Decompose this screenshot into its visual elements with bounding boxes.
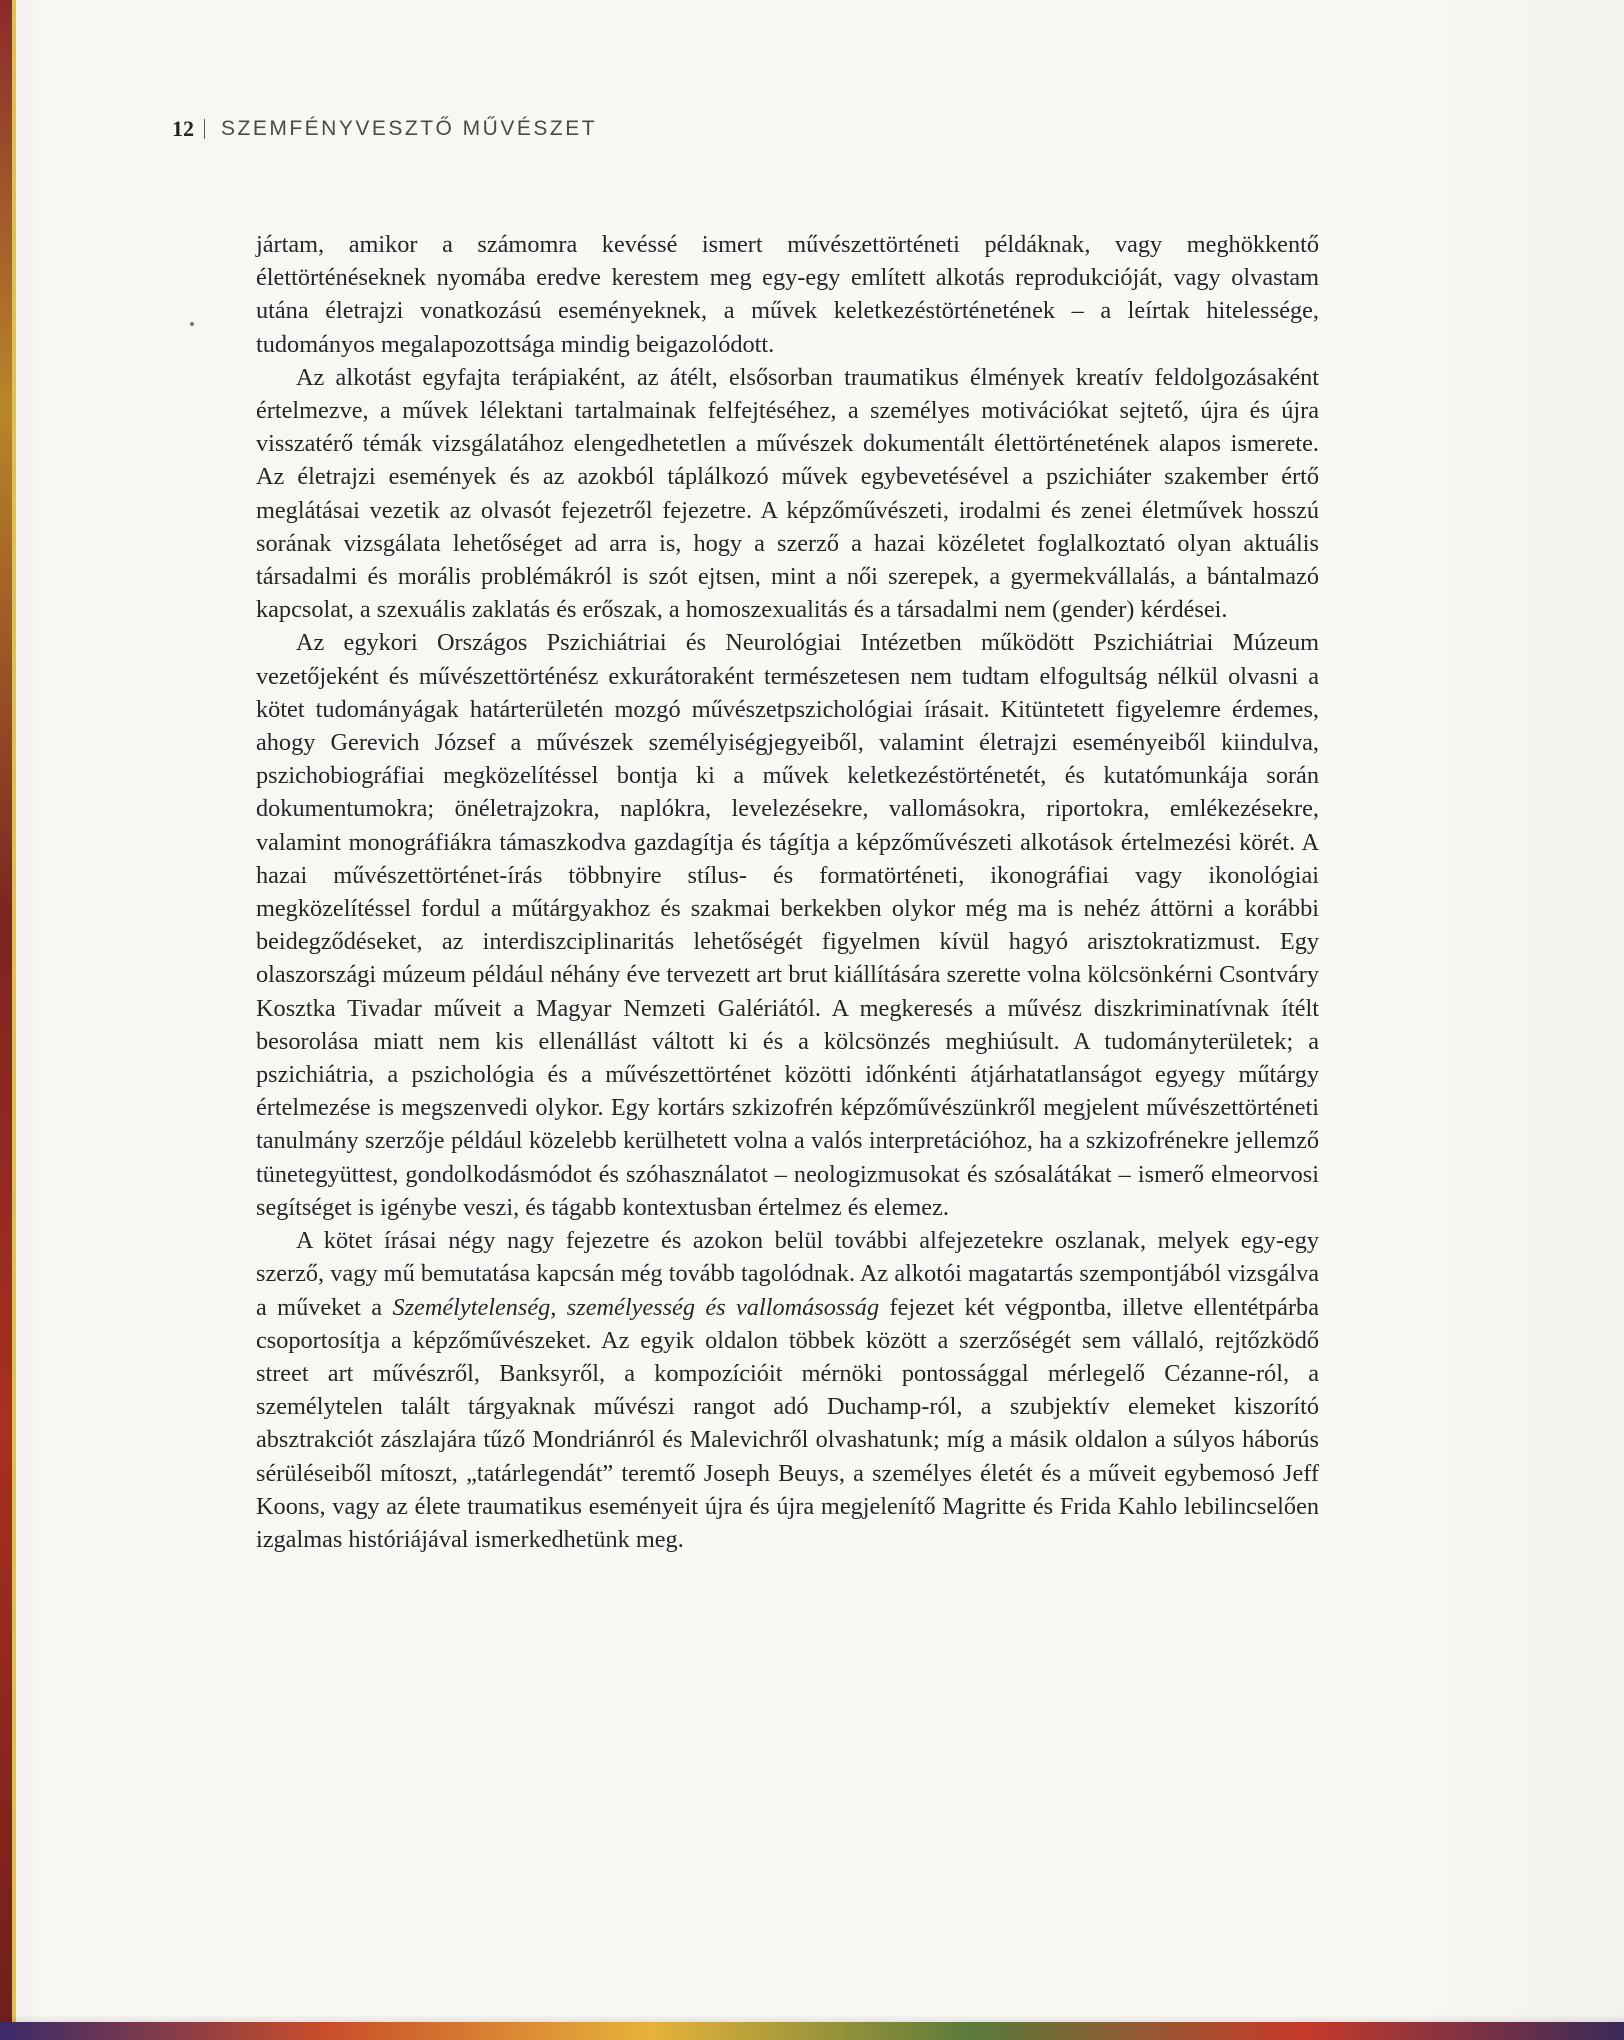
paragraph-1: jártam, amikor a számomra kevéssé ismert művészettörténeti példáknak, vagy meghökkentő élettörténéseknek nyomába eredve kerestem meg egy-egy említett alkotás reprodukcióját, vagy olvastam utána életrajzi vonatkozású eseményeknek, a művek keletkezéstörténetének – a leírtak hitelessége, tudományos megalapozottsága mindig beigazolódott. — [256, 231, 1319, 358]
paragraph-4-rest: fejezet két végpontba, illetve ellentétpárba csoportosítja a képzőművészeket. Az egyik oldalon többek között a szerzőségét sem vállaló, rejtőzködő street art művészről, Banksyről, a kompozícióit mérnöki pontossággal mérlegelő Cézanne-ról, a személytelen talált tárgyaknak művészi rangot adó Duchamp-ról, a szubjektív elemeket kiszorító absztrakciót zászlajára tűző Mondriánról és Malevichről olvashatunk; míg a másik oldalon a súlyos háborús sérüléseiből mítoszt, „tatárlegendát” teremtő Joseph Beuys, a személyes életét és a műveit egybemosó Jeff Koons, vagy az élete traumatikus eseményeit újra és újra megjelenítő Magritte és Frida Kahlo lebilincselően izgalmas históriájával ismerkedhetünk meg. — [256, 1293, 1319, 1553]
margin-speck — [190, 322, 194, 326]
paragraph-3: Az egykori Országos Pszichiátriai és Neurológiai Intézetben működött Pszichiátriai Múzeum vezetőjeként és művészettörténész exkurátoraként természetesen nem tudtam elfogultság nélkül olvasni a kötet tudományágak határterületén mozgó művészetpszichológiai írásait. Kitüntetett figyelemre érdemes, ahogy Gerevich József a művészek személyiségjegyeiből, valamint életrajzi eseményeiből kiindulva, pszichobiográfiai megközelítéssel bontja ki a művek keletkezéstörténetét, és kutatómunkája során dokumentumokra; önéletrajzokra, naplókra, levelezésekre, vallomásokra, riportokra, emlékezésekre, valamint monográfiákra támaszkodva gazdagítja és tágítja a képzőművészeti alkotások értelmezési körét. A hazai művészettörténet-írás többnyire stílus- és formatörténeti, ikonográfiai vagy ikonológiai megközelítéssel fordul a műtárgyakhoz és szakmai berkekben olykor még ma is nehéz áttörni a korábbi beidegződéseket, az interdiszciplinaritás lehetőségét figyelmen kívül hagyó arisztokratizmust. Egy olaszországi múzeum például néhány éve tervezett art brut kiállítására szerette volna kölcsönkérni Csontváry Kosztka Tivadar műveit a Magyar Nemzeti Galériától. A megkeresés a művész diszkriminatívnak ítélt besorolása miatt nem kis ellenállást váltott ki és a kölcsönzés meghiúsult. A tudományterületek; a pszichiátria, a pszichológia és a művészettörténet közötti időnkénti átjárhatatlanságot egyegy műtárgy értelmezése is megszenvedi olykor. Egy kortárs szkizofrén képzőművészünkről megjelent művészettörténeti tanulmány szerzője például közelebb kerülhetett volna a valós interpretációhoz, ha a szkizofrénekre jellemző tünetegyüttest, gondolkodásmódot és szóhasználatot – neologizmusokat és szósalátákat – ismerő elmeorvosi segítséget is igénybe veszi, és tágabb kontextusban értelmez és elemez. — [256, 629, 1319, 1221]
page-number: 12 — [172, 116, 194, 141]
chapter-title-italic: Személytelenség, személyesség és vallomásosság — [392, 1293, 880, 1321]
page-bottom-shadow — [0, 2014, 1624, 2022]
paragraph-4 — [256, 1224, 1319, 1556]
book-cover-edge — [0, 0, 12, 2040]
body-text — [256, 228, 1319, 1556]
paragraph-2: Az alkotást egyfajta terápiaként, az átélt, elsősorban traumatikus élmények kreatív feldolgozásaként értelmezve, a művek lélektani tartalmainak felfejtéséhez, a személyes motivációkat sejtető, újra és újra visszatérő témák vizsgálatához elengedhetetlen a művészek dokumentált élettörténetének alapos ismerete. Az életrajzi események és az azokból táplálkozó művek egybevetésével a pszichiáter szakember értő meglátásai vezetik az olvasót fejezetről fejezetre. A képzőművészeti, irodalmi és zenei életművek hosszú sorának vizsgálata lehetőséget ad arra is, hogy a szerző a hazai közéletet foglalkoztató olyan aktuális társadalmi és morális problémákról is szót ejtsen, mint a női szerepek, a gyermekvállalás, a bántalmazó kapcsolat, a szexuális zaklatás és erőszak, a homoszexualitás és a társadalmi nem (gender) kérdései. — [256, 363, 1319, 624]
paragraph-4-lead: A kötet írásai négy nagy fejezetre és azokon belül további alfejezetekre oszlanak, melyek egy-egy szerző, vagy mű bemutatása kapcsán még tovább tagolódnak. Az alkotói magatartás szempontjából vizsgálva a műveket a — [256, 1227, 1319, 1321]
running-header — [172, 116, 597, 142]
running-title: SZEMFÉNYVESZTŐ MŰVÉSZET — [221, 117, 598, 140]
book-cover-gilt-edge — [12, 0, 16, 2040]
book-cover-bottom-edge — [0, 2022, 1624, 2040]
header-divider — [204, 119, 205, 139]
